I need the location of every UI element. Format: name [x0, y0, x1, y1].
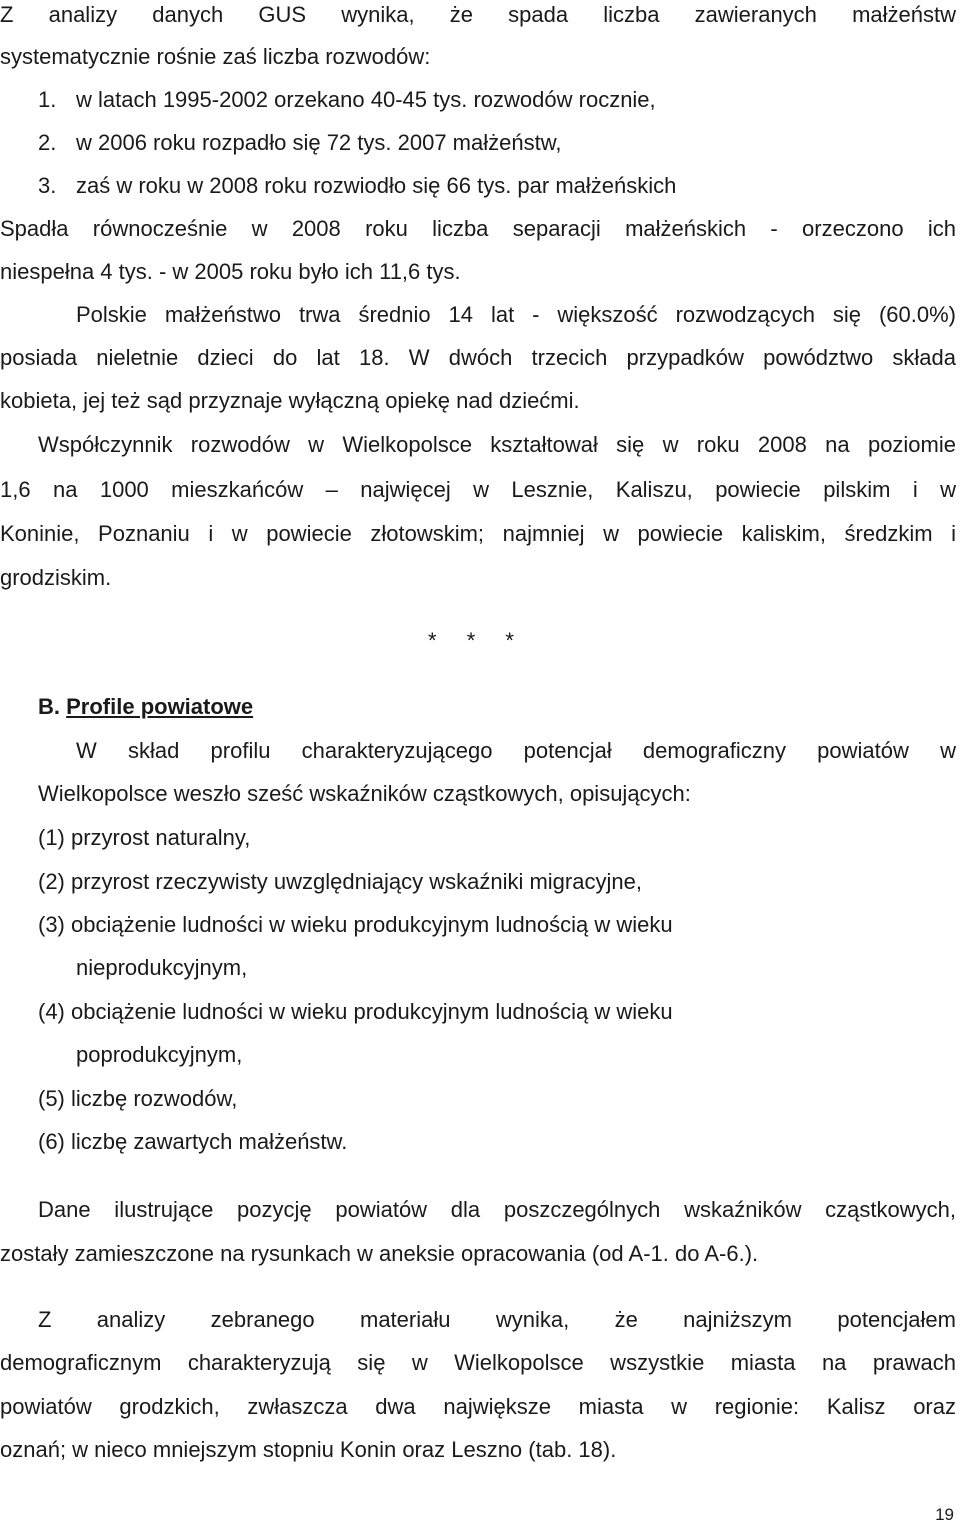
- list-item: [38, 128, 562, 158]
- list-item: (6) liczbę zawartych małżeństw.: [38, 1129, 348, 1154]
- p6-line2: zostały zamieszczone na rysunkach w aneksie opracowania (od A-1. do A-6.).: [0, 1241, 759, 1266]
- section-title: Profile powiatowe: [66, 694, 254, 719]
- p7-line3: powiatów grodzkich, zwłaszcza dwa największe miasta w regionie: Kalisz oraz: [0, 1394, 956, 1419]
- list-item: (3) obciążenie ludności w wieku produkcyjnym ludnością w wieku: [38, 912, 673, 937]
- section-letter: B.: [38, 694, 60, 719]
- list-item-text: zaś w roku w 2008 roku rozwiodło się 66 tys. par małżeńskich: [76, 173, 677, 198]
- list-item-number: 2.: [38, 130, 57, 155]
- p4-line3: Koninie, Poznaniu i w powiecie złotowskim; najmniej w powiecie kaliskim, średzkim i: [0, 521, 956, 546]
- list-item-continuation: nieprodukcyjnym,: [76, 955, 248, 980]
- list-item-text: w latach 1995-2002 orzekano 40-45 tys. rozwodów rocznie,: [76, 87, 656, 112]
- list-item-continuation: poprodukcyjnym,: [76, 1042, 243, 1067]
- p5-line2: Wielkopolsce weszło sześć wskaźników cząstkowych, opisujących:: [38, 781, 691, 806]
- p7-line1: Z analizy zebranego materiału wynika, że najniższym potencjałem: [38, 1307, 956, 1332]
- list-item: [38, 171, 677, 201]
- page-number: 19: [935, 1505, 954, 1524]
- list-item: (1) przyrost naturalny,: [38, 825, 251, 850]
- p2-line1: Spadła równocześnie w 2008 roku liczba separacji małżeńskich - orzeczono ich: [0, 216, 956, 241]
- p4-line4: grodziskim.: [0, 565, 112, 590]
- section-separator: * * *: [428, 628, 526, 653]
- p3-line2: posiada nieletnie dzieci do lat 18. W dwóch trzecich przypadków powództwo składa: [0, 345, 956, 370]
- p7-line2: demograficznym charakteryzują się w Wielkopolsce wszystkie miasta na prawach: [0, 1350, 956, 1375]
- p3-line1: Polskie małżeństwo trwa średnio 14 lat - większość rozwodzących się (60.0%): [76, 302, 956, 327]
- list-item: [38, 85, 656, 115]
- p3-line3: kobieta, jej też sąd przyznaje wyłączną opiekę nad dziećmi.: [0, 388, 580, 413]
- list-item-number: 1.: [38, 87, 57, 112]
- p1-line2: systematycznie rośnie zaś liczba rozwodów:: [0, 44, 431, 69]
- list-item-text: w 2006 roku rozpadło się 72 tys. 2007 małżeństw,: [76, 130, 562, 155]
- p4-line1: Współczynnik rozwodów w Wielkopolsce kształtował się w roku 2008 na poziomie: [38, 432, 956, 457]
- list-item: (5) liczbę rozwodów,: [38, 1086, 238, 1111]
- section-heading: [38, 692, 253, 722]
- p5-line1: W skład profilu charakteryzującego potencjał demograficzny powiatów w: [76, 738, 956, 763]
- list-item-number: 3.: [38, 173, 57, 198]
- list-item: (2) przyrost rzeczywisty uwzględniający wskaźniki migracyjne,: [38, 869, 642, 894]
- p1-line1: Z analizy danych GUS wynika, że spada liczba zawieranych małżeństw: [0, 2, 956, 27]
- p4-line2: 1,6 na 1000 mieszkańców – najwięcej w Lesznie, Kaliszu, powiecie pilskim i w: [0, 477, 956, 502]
- p2-line2: niespełna 4 tys. - w 2005 roku było ich 11,6 tys.: [0, 259, 461, 284]
- p7-line4: oznań; w nieco mniejszym stopniu Konin oraz Leszno (tab. 18).: [0, 1437, 617, 1462]
- p6-line1: Dane ilustrujące pozycję powiatów dla poszczególnych wskaźników cząstkowych,: [38, 1197, 956, 1222]
- list-item: (4) obciążenie ludności w wieku produkcyjnym ludnością w wieku: [38, 999, 673, 1024]
